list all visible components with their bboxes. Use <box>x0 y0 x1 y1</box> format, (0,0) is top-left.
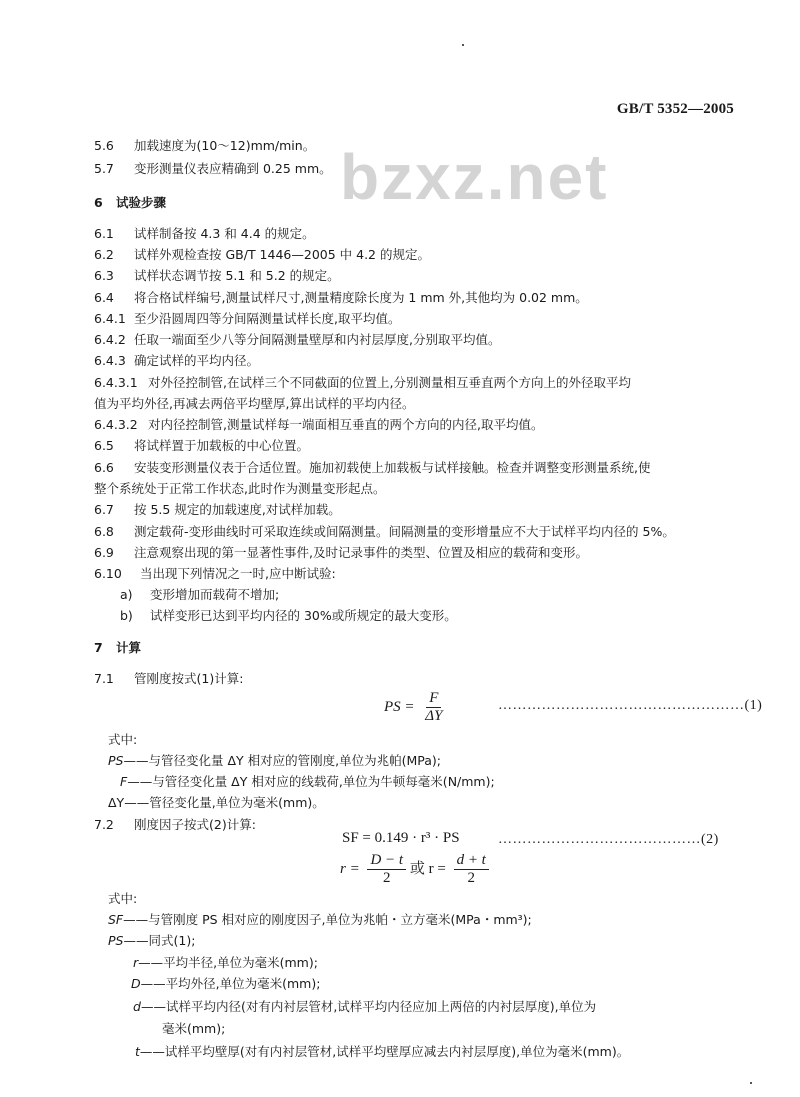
clause-7-2 <box>94 816 256 834</box>
section-6-heading <box>94 194 166 212</box>
symbol: F <box>120 774 128 789</box>
clause-text: 任取一端面至少八等分间隔测量壁厚和内衬层厚度,分别取平均值。 <box>134 332 501 347</box>
symbol: SF <box>108 912 124 927</box>
clause-text: 试样制备按 4.3 和 4.4 的规定。 <box>134 226 315 241</box>
clause-6-4-3-2 <box>94 416 543 434</box>
definition-text: ——试样平均壁厚(对有内衬层管材,试样平均壁厚应减去内衬层厚度),单位为毫米(mm)。 <box>139 1044 630 1059</box>
clause-number: 6.8 <box>94 524 114 539</box>
definition-text: ——平均半径,单位为毫米(mm); <box>138 955 318 970</box>
symbol: D <box>131 976 141 991</box>
formula-lhs: r = <box>340 860 364 877</box>
clause-text: 试样外观检查按 GB/T 1446—2005 中 4.2 的规定。 <box>134 247 430 262</box>
clause-5-6 <box>94 137 315 155</box>
list-item-a <box>120 586 279 604</box>
denominator: 2 <box>383 870 391 886</box>
clause-number: 6.6 <box>94 460 114 475</box>
section-7-heading <box>94 639 141 657</box>
clause-6-4-3 <box>94 352 259 370</box>
clause-text: 值为平均外径,再减去两倍平均壁厚,算出试样的平均内径。 <box>94 396 415 411</box>
definition-d <box>133 998 596 1016</box>
clause-text: 按 5.5 规定的加载速度,对试样加载。 <box>134 502 341 517</box>
scan-speck <box>462 44 464 46</box>
clause-number: 6.3 <box>94 268 114 283</box>
numerator: d + t <box>454 852 489 870</box>
clause-number: 6.4 <box>94 290 114 305</box>
clause-text: 对内径控制管,测量试样每一端面相互垂直的两个方向的内径,取平均值。 <box>148 417 544 432</box>
formula-1 <box>384 690 445 725</box>
formula-2-radius <box>340 852 489 887</box>
clause-6-6 <box>94 459 650 477</box>
clause-text: 将合格试样编号,测量试样尺寸,测量精度除长度为 1 mm 外,其他均为 0.02 mm。 <box>134 290 588 305</box>
definition-text: ——管径变化量,单位为毫米(mm)。 <box>124 795 325 810</box>
clause-text: 测定载荷-变形曲线时可采取连续或间隔测量。间隔测量的变形增量应不大于试样平均内径的 5%。 <box>134 524 675 539</box>
scan-speck <box>750 1082 752 1084</box>
symbol: r <box>133 955 139 970</box>
clause-text: 注意观察出现的第一显著性事件,及时记录事件的类型、位置及相应的载荷和变形。 <box>134 545 588 560</box>
clause-text: 将试样置于加载板的中心位置。 <box>134 438 310 453</box>
clause-6-4-3-1 <box>94 374 631 392</box>
definition-sf <box>108 911 532 929</box>
where-label-1: 式中: <box>108 732 138 747</box>
clause-number: 6.5 <box>94 438 114 453</box>
clause-7-1 <box>94 670 243 688</box>
formula-2: SF = 0.149 · r³ · PS <box>342 830 460 846</box>
clause-6-3 <box>94 267 340 285</box>
section-number: 7 <box>94 640 103 655</box>
clause-6-4-2 <box>94 331 500 349</box>
fraction <box>422 690 445 725</box>
clause-6-9 <box>94 544 588 562</box>
fraction <box>367 852 406 887</box>
clause-text: 安装变形测量仪表于合适位置。施加初载使上加载板与试样接触。检查并调整变形测量系统,使 <box>134 460 651 475</box>
section-title: 计算 <box>116 640 142 655</box>
clause-text: 确定试样的平均内径。 <box>134 353 260 368</box>
clause-6-4 <box>94 289 588 307</box>
list-marker: b) <box>120 608 133 623</box>
definition-d-cont: 毫米(mm); <box>162 1021 226 1036</box>
clause-6-5 <box>94 437 309 455</box>
clause-number: 6.2 <box>94 247 114 262</box>
clause-number: 6.9 <box>94 545 114 560</box>
clause-text: 变形测量仪表应精确到 0.25 mm。 <box>134 161 332 176</box>
watermark: bzxz.net <box>340 141 609 213</box>
numerator: D − t <box>367 852 406 870</box>
definition-f <box>120 773 495 791</box>
clause-6-1 <box>94 225 315 243</box>
clause-text: 至少沿圆周四等分间隔测量试样长度,取平均值。 <box>134 311 401 326</box>
symbol: ΔY <box>108 795 125 810</box>
clause-number: 6.1 <box>94 226 114 241</box>
denominator: ΔY <box>425 708 443 724</box>
clause-5-7 <box>94 160 332 178</box>
section-title: 试验步骤 <box>116 195 167 210</box>
fraction <box>454 852 489 887</box>
clause-text: 试样状态调节按 5.1 和 5.2 的规定。 <box>134 268 340 283</box>
clause-number: 6.7 <box>94 502 114 517</box>
list-item-b <box>120 607 457 625</box>
where-label-2: 式中: <box>108 891 138 906</box>
clause-6-8 <box>94 523 675 541</box>
clause-text: 加载速度为(10～12)mm/min。 <box>134 138 316 153</box>
clause-6-7 <box>94 501 341 519</box>
denominator: 2 <box>467 870 475 886</box>
definition-text: ——平均外径,单位为毫米(mm); <box>140 976 321 991</box>
clause-6-4-1 <box>94 310 400 328</box>
clause-6-2 <box>94 246 430 264</box>
symbol: d <box>133 999 141 1014</box>
formula-connector: 或 r = <box>406 860 450 877</box>
definition-text: ——同式(1); <box>123 933 196 948</box>
definition-r <box>133 954 318 972</box>
symbol: PS <box>108 933 124 948</box>
definition-ps-2 <box>108 932 195 950</box>
clause-number: 6.4.3.2 <box>94 417 138 432</box>
section-number: 6 <box>94 195 103 210</box>
definition-ps <box>108 752 441 770</box>
clause-number: 6.10 <box>94 566 122 581</box>
definition-text: ——试样平均内径(对有内衬层管材,试样平均内径应加上两倍的内衬层厚度),单位为 <box>140 999 597 1014</box>
clause-number: 5.6 <box>94 138 114 153</box>
clause-number: 6.4.3.1 <box>94 375 138 390</box>
clause-number: 6.4.2 <box>94 332 126 347</box>
list-text: 试样变形已达到平均内径的 30%或所规定的最大变形。 <box>150 608 457 623</box>
clause-6-10 <box>94 565 336 583</box>
clause-6-6-cont <box>94 480 385 498</box>
list-marker: a) <box>120 587 133 602</box>
definition-t <box>135 1043 629 1061</box>
clause-text: 对外径控制管,在试样三个不同截面的位置上,分别测量相互垂直两个方向上的外径取平均 <box>148 375 631 390</box>
definition-D <box>131 975 320 993</box>
definition-text: ——与管径变化量 ΔY 相对应的管刚度,单位为兆帕(MPa); <box>123 753 441 768</box>
clause-6-4-3-1-cont <box>94 395 414 413</box>
standard-code: GB/T 5352—2005 <box>616 101 734 117</box>
numerator: F <box>426 690 441 708</box>
definition-text: ——与管径变化量 ΔY 相对应的线载荷,单位为牛顿每毫米(N/mm); <box>127 774 495 789</box>
formula-1-leader: ……………………………………………(1) <box>498 698 763 713</box>
clause-number: 7.1 <box>94 671 114 686</box>
definition-dy <box>108 794 325 812</box>
clause-number: 5.7 <box>94 161 114 176</box>
clause-text: 刚度因子按式(2)计算: <box>134 817 256 832</box>
symbol: t <box>135 1044 140 1059</box>
list-text: 变形增加而载荷不增加; <box>150 587 280 602</box>
formula-lhs: PS = <box>384 698 419 715</box>
clause-text: 当出现下列情况之一时,应中断试验: <box>140 566 336 581</box>
symbol: PS <box>108 753 124 768</box>
formula-2-leader: ……………………………………(2) <box>498 832 719 847</box>
clause-number: 7.2 <box>94 817 114 832</box>
clause-number: 6.4.1 <box>94 311 126 326</box>
clause-text: 整个系统处于正常工作状态,此时作为测量变形起点。 <box>94 481 386 496</box>
clause-text: 管刚度按式(1)计算: <box>134 671 244 686</box>
definition-text: ——与管刚度 PS 相对应的刚度因子,单位为兆帕・立方毫米(MPa・mm³); <box>123 912 532 927</box>
clause-number: 6.4.3 <box>94 353 126 368</box>
